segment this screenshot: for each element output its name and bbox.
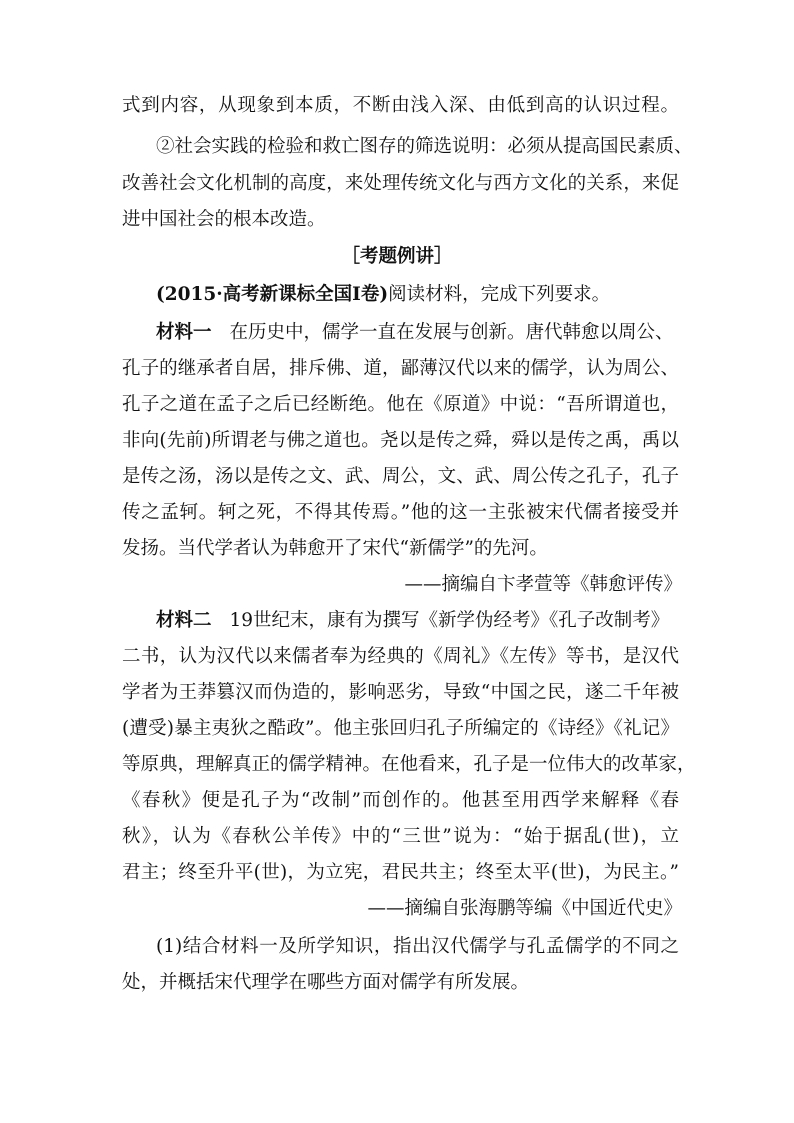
material-1-first-line — [156, 320, 679, 346]
question-intro: 阅读材料，完成下列要求。 — [388, 284, 611, 305]
text-line: 孔子的继承者自居，排斥佛、道，鄙薄汉代以来的儒学，认为周公、 — [122, 358, 679, 379]
text-line: 非向(先前)所谓老与佛之道也。尧以是传之舜，舜以是传之禹，禹以 — [122, 430, 679, 451]
text-line: 秋》，认为《春秋公羊传》中的“三世”说为：“始于据乱(世)，立 — [122, 826, 679, 847]
text-line: 进中国社会的根本改造。 — [122, 209, 326, 230]
text-line: 改善社会文化机制的高度，来处理传统文化与西方文化的关系，来促 — [122, 173, 679, 194]
text-line: ②社会实践的检验和救亡图存的筛选说明：必须从提高国民素质、 — [156, 136, 693, 157]
text-line: 孔子之道在孟子之后已经断绝。他在《原道》中说：“吾所谓道也， — [122, 394, 679, 415]
material-1-source: ——摘编自卞孝萱等《韩愈评传》 — [404, 574, 682, 595]
text-line: 发扬。当代学者认为韩愈开了宋代“新儒学”的先河。 — [122, 538, 548, 559]
material-1-label: 材料一 — [156, 322, 212, 343]
material-2-first-line — [156, 608, 679, 634]
text-line: 君主；终至升平(世)，为立宪，君民共主；终至太平(世)，为民主。” — [122, 862, 679, 883]
text-line: 传之孟轲。轲之死，不得其传焉。”他的这一主张被宋代儒者接受并 — [122, 502, 679, 523]
text-line: 等原典，理解真正的儒学精神。在他看来，孔子是一位伟大的改革家， — [122, 754, 696, 775]
text-line: 19世纪末，康有为撰写《新学伪经考》《孔子改制考》 — [229, 610, 670, 631]
material-2-label: 材料二 — [156, 610, 212, 631]
text-line: 二书，认为汉代以来儒者奉为经典的《周礼》《左传》等书，是汉代 — [122, 646, 679, 667]
question-1-line: (1)结合材料一及所学知识，指出汉代儒学与孔孟儒学的不同之 — [156, 936, 679, 957]
material-2-source: ——摘编自张海鹏等编《中国近代史》 — [367, 898, 682, 919]
section-title: ［考题例讲］ — [341, 246, 453, 267]
text-line: 《春秋》便是孔子为“改制”而创作的。他甚至用西学来解释《春 — [122, 790, 679, 811]
question-header — [156, 282, 794, 308]
text-line: 是传之汤，汤以是传之文、武、周公，文、武、周公传之孔子，孔子 — [122, 466, 679, 487]
text-line: 式到内容，从现象到本质，不断由浅入深、由低到高的认识过程。 — [122, 95, 679, 116]
text-line: 学者为王莽篡汉而伪造的，影响恶劣，导致“中国之民，遂二千年被 — [122, 682, 679, 703]
question-source: (2015·高考新课标全国Ⅰ卷) — [156, 284, 389, 305]
text-line: 在历史中，儒学一直在发展与创新。唐代韩愈以周公、 — [229, 322, 674, 343]
text-line: (遭受)暴主夷狄之酷政”。他主张回归孔子所编定的《诗经》《礼记》 — [122, 718, 679, 739]
question-1-line: 处，并概括宋代理学在哪些方面对儒学有所发展。 — [122, 972, 530, 993]
